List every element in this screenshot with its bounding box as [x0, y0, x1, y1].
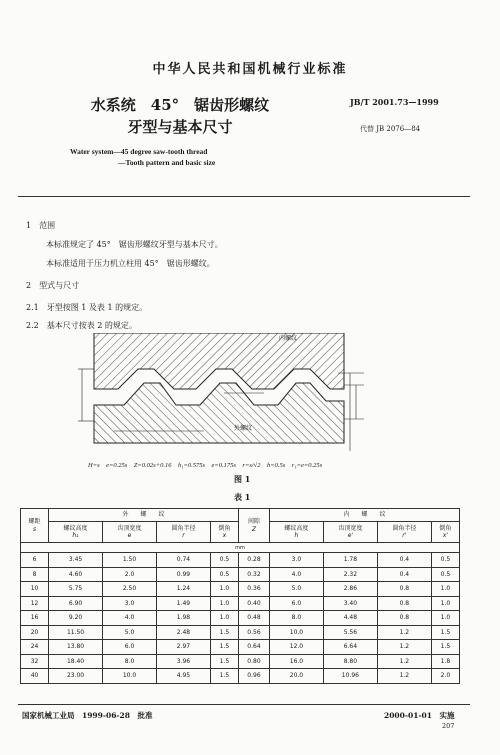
table-cell: 0.40	[238, 596, 269, 611]
table-cell: 6.0	[103, 640, 157, 655]
table-cell: 2.32	[323, 567, 377, 582]
table-cell: 32	[21, 654, 49, 669]
table-cell: 8	[21, 567, 49, 582]
col-header: 螺纹高度 h₁	[49, 522, 103, 543]
table-cell: 1.78	[323, 553, 377, 568]
internal-thread-section	[94, 333, 344, 389]
english-title-line2: —Tooth pattern and basic size	[118, 158, 216, 167]
table-cell: 3.0	[103, 596, 157, 611]
table-cell: 0.5	[431, 553, 459, 568]
table-row	[21, 596, 460, 611]
external-thread-section	[94, 383, 344, 443]
table-cell: 0.64	[238, 640, 269, 655]
table-row	[21, 669, 460, 684]
table-cell: 0.36	[238, 582, 269, 597]
section-2-title: 2 型式与尺寸	[26, 281, 80, 290]
doc-title-line1: 水系统 45° 锯齿形螺纹	[90, 96, 270, 114]
table-cell: 5.0	[103, 625, 157, 640]
table-cell: 9.20	[49, 611, 103, 626]
table-cell: 0.28	[238, 553, 269, 568]
figure-formula: H=s e=0.25s Z=0.02s+0.16 h₁=0.575s e=0.175s r=s/√2 h=0.5s r₁=e=0.25s	[88, 462, 323, 469]
table-cell: 4.0	[103, 611, 157, 626]
col-header: 螺纹高度 h	[269, 522, 323, 543]
table-cell: 5.56	[323, 625, 377, 640]
table-cell: 0.8	[377, 611, 431, 626]
table-cell: 0.96	[238, 669, 269, 684]
table-cell: 40	[21, 669, 49, 684]
table-cell: 16.0	[269, 654, 323, 669]
doc-title-line2: 牙型与基本尺寸	[127, 118, 233, 136]
table-cell: 6.0	[269, 596, 323, 611]
table-cell: 20	[21, 625, 49, 640]
table-cell: 12	[21, 596, 49, 611]
table-cell: 2.97	[156, 640, 210, 655]
approval-note: 国家机械工业局 1999-06-28 批准	[22, 711, 153, 720]
table-cell: 8.0	[103, 654, 157, 669]
table-cell: 0.74	[156, 553, 210, 568]
table-row	[21, 654, 460, 669]
table-cell: 2.50	[103, 582, 157, 597]
table-cell: 10	[21, 582, 49, 597]
table-cell: 6	[21, 553, 49, 568]
table-cell: 1.5	[431, 625, 459, 640]
table-cell: 1.0	[210, 582, 238, 597]
table-cell: 1.5	[210, 625, 238, 640]
table-cell: 1.24	[156, 582, 210, 597]
table-cell: 0.4	[377, 567, 431, 582]
section-1-title: 1 范围	[26, 221, 56, 230]
table-cell: 1.2	[377, 625, 431, 640]
table-cell: 0.32	[238, 567, 269, 582]
table-cell: 0.4	[377, 553, 431, 568]
table-cell: 1.0	[431, 611, 459, 626]
table-cell: 0.48	[238, 611, 269, 626]
table-row	[21, 625, 460, 640]
table-cell: 1.2	[377, 640, 431, 655]
page-number: 207	[442, 722, 455, 730]
unit-row: mm	[21, 543, 460, 553]
table-cell: 1.5	[210, 640, 238, 655]
table-cell: 1.0	[210, 611, 238, 626]
col-header: 倒角 x	[210, 522, 238, 543]
table-cell: 1.2	[377, 654, 431, 669]
table-cell: 3.0	[269, 553, 323, 568]
table-cell: 11.50	[49, 625, 103, 640]
table-row	[21, 640, 460, 655]
col-clearance-header: 间隙 Z	[238, 509, 269, 543]
section-1-para-1: 本标准规定了 45° 锯齿形螺纹牙型与基本尺寸。	[46, 240, 223, 249]
standard-title: 中华人民共和国机械行业标准	[152, 62, 348, 77]
table-caption: 表 1	[234, 492, 251, 502]
table-cell: 1.8	[431, 654, 459, 669]
table-cell: 24	[21, 640, 49, 655]
col-header: 圆角半径 r	[156, 522, 210, 543]
table-cell: 0.8	[377, 582, 431, 597]
table-cell: 1.0	[431, 596, 459, 611]
col-header: 齿顶宽度 e'	[323, 522, 377, 543]
effective-date: 2000-01-01 实施	[384, 711, 455, 720]
doc-number: JB/T 2001.73—1999	[350, 97, 439, 107]
table-cell: 0.99	[156, 567, 210, 582]
table-cell: 20.0	[269, 669, 323, 684]
table-cell: 12.0	[269, 640, 323, 655]
table-cell: 5.0	[269, 582, 323, 597]
figure-caption: 图 1	[234, 474, 251, 484]
footer-rule	[18, 704, 470, 705]
table-cell: 0.56	[238, 625, 269, 640]
table-cell: 10.0	[269, 625, 323, 640]
table-cell: 4.0	[269, 567, 323, 582]
table-cell: 1.0	[431, 582, 459, 597]
table-cell: 3.96	[156, 654, 210, 669]
table-cell: 1.2	[377, 669, 431, 684]
label-external-thread: 外螺纹	[234, 425, 253, 432]
table-cell: 2.48	[156, 625, 210, 640]
table-row	[21, 611, 460, 626]
table-cell: 6.90	[49, 596, 103, 611]
table-cell: 18.40	[49, 654, 103, 669]
header-rule	[18, 196, 470, 197]
table-1	[20, 508, 460, 684]
table-cell: 10.0	[103, 669, 157, 684]
table-cell: 13.80	[49, 640, 103, 655]
table-body	[21, 553, 460, 684]
thread-profile-figure	[74, 333, 364, 455]
section-2-2: 2.2 基本尺寸按表 2 的规定。	[26, 321, 137, 330]
table-cell: 0.8	[377, 596, 431, 611]
table-row	[21, 553, 460, 568]
table-cell: 2.0	[103, 567, 157, 582]
table-cell: 10.96	[323, 669, 377, 684]
table-cell: 1.5	[431, 640, 459, 655]
table-cell: 1.0	[210, 596, 238, 611]
table-cell: 1.50	[103, 553, 157, 568]
table-cell: 1.98	[156, 611, 210, 626]
table-cell: 16	[21, 611, 49, 626]
table-cell: 0.5	[210, 553, 238, 568]
table-row	[21, 582, 460, 597]
group-external-header: 外 螺 纹	[49, 509, 239, 522]
table-cell: 0.80	[238, 654, 269, 669]
table-cell: 2.0	[431, 669, 459, 684]
table-cell: 0.5	[431, 567, 459, 582]
table-cell: 4.60	[49, 567, 103, 582]
table-cell: 1.5	[210, 654, 238, 669]
table-cell: 1.49	[156, 596, 210, 611]
table-cell: 4.95	[156, 669, 210, 684]
table-cell: 8.80	[323, 654, 377, 669]
table-cell: 0.5	[210, 567, 238, 582]
replaces-note: 代替 JB 2076—84	[360, 125, 421, 133]
col-header: 齿顶宽度 e	[103, 522, 157, 543]
table-cell: 2.86	[323, 582, 377, 597]
table-cell: 23.00	[49, 669, 103, 684]
col-header: 圆角半径 r'	[377, 522, 431, 543]
table-cell: 5.75	[49, 582, 103, 597]
group-internal-header: 内 螺 纹	[269, 509, 459, 522]
table-cell: 3.45	[49, 553, 103, 568]
col-header: 倒角 x'	[431, 522, 459, 543]
col-pitch-header: 螺距 s	[21, 509, 49, 543]
table-cell: 4.48	[323, 611, 377, 626]
section-2-1: 2.1 牙型按图 1 及表 1 的规定。	[26, 303, 148, 312]
table-cell: 1.5	[210, 669, 238, 684]
table-row	[21, 567, 460, 582]
label-internal-thread: 内螺纹	[279, 335, 298, 342]
table-cell: 8.0	[269, 611, 323, 626]
table-cell: 6.64	[323, 640, 377, 655]
table-cell: 3.40	[323, 596, 377, 611]
english-title-line1: Water system—45 degree saw-tooth thread	[70, 147, 208, 156]
section-1-para-2: 本标准适用于压力机立柱用 45° 锯齿形螺纹。	[46, 259, 215, 268]
